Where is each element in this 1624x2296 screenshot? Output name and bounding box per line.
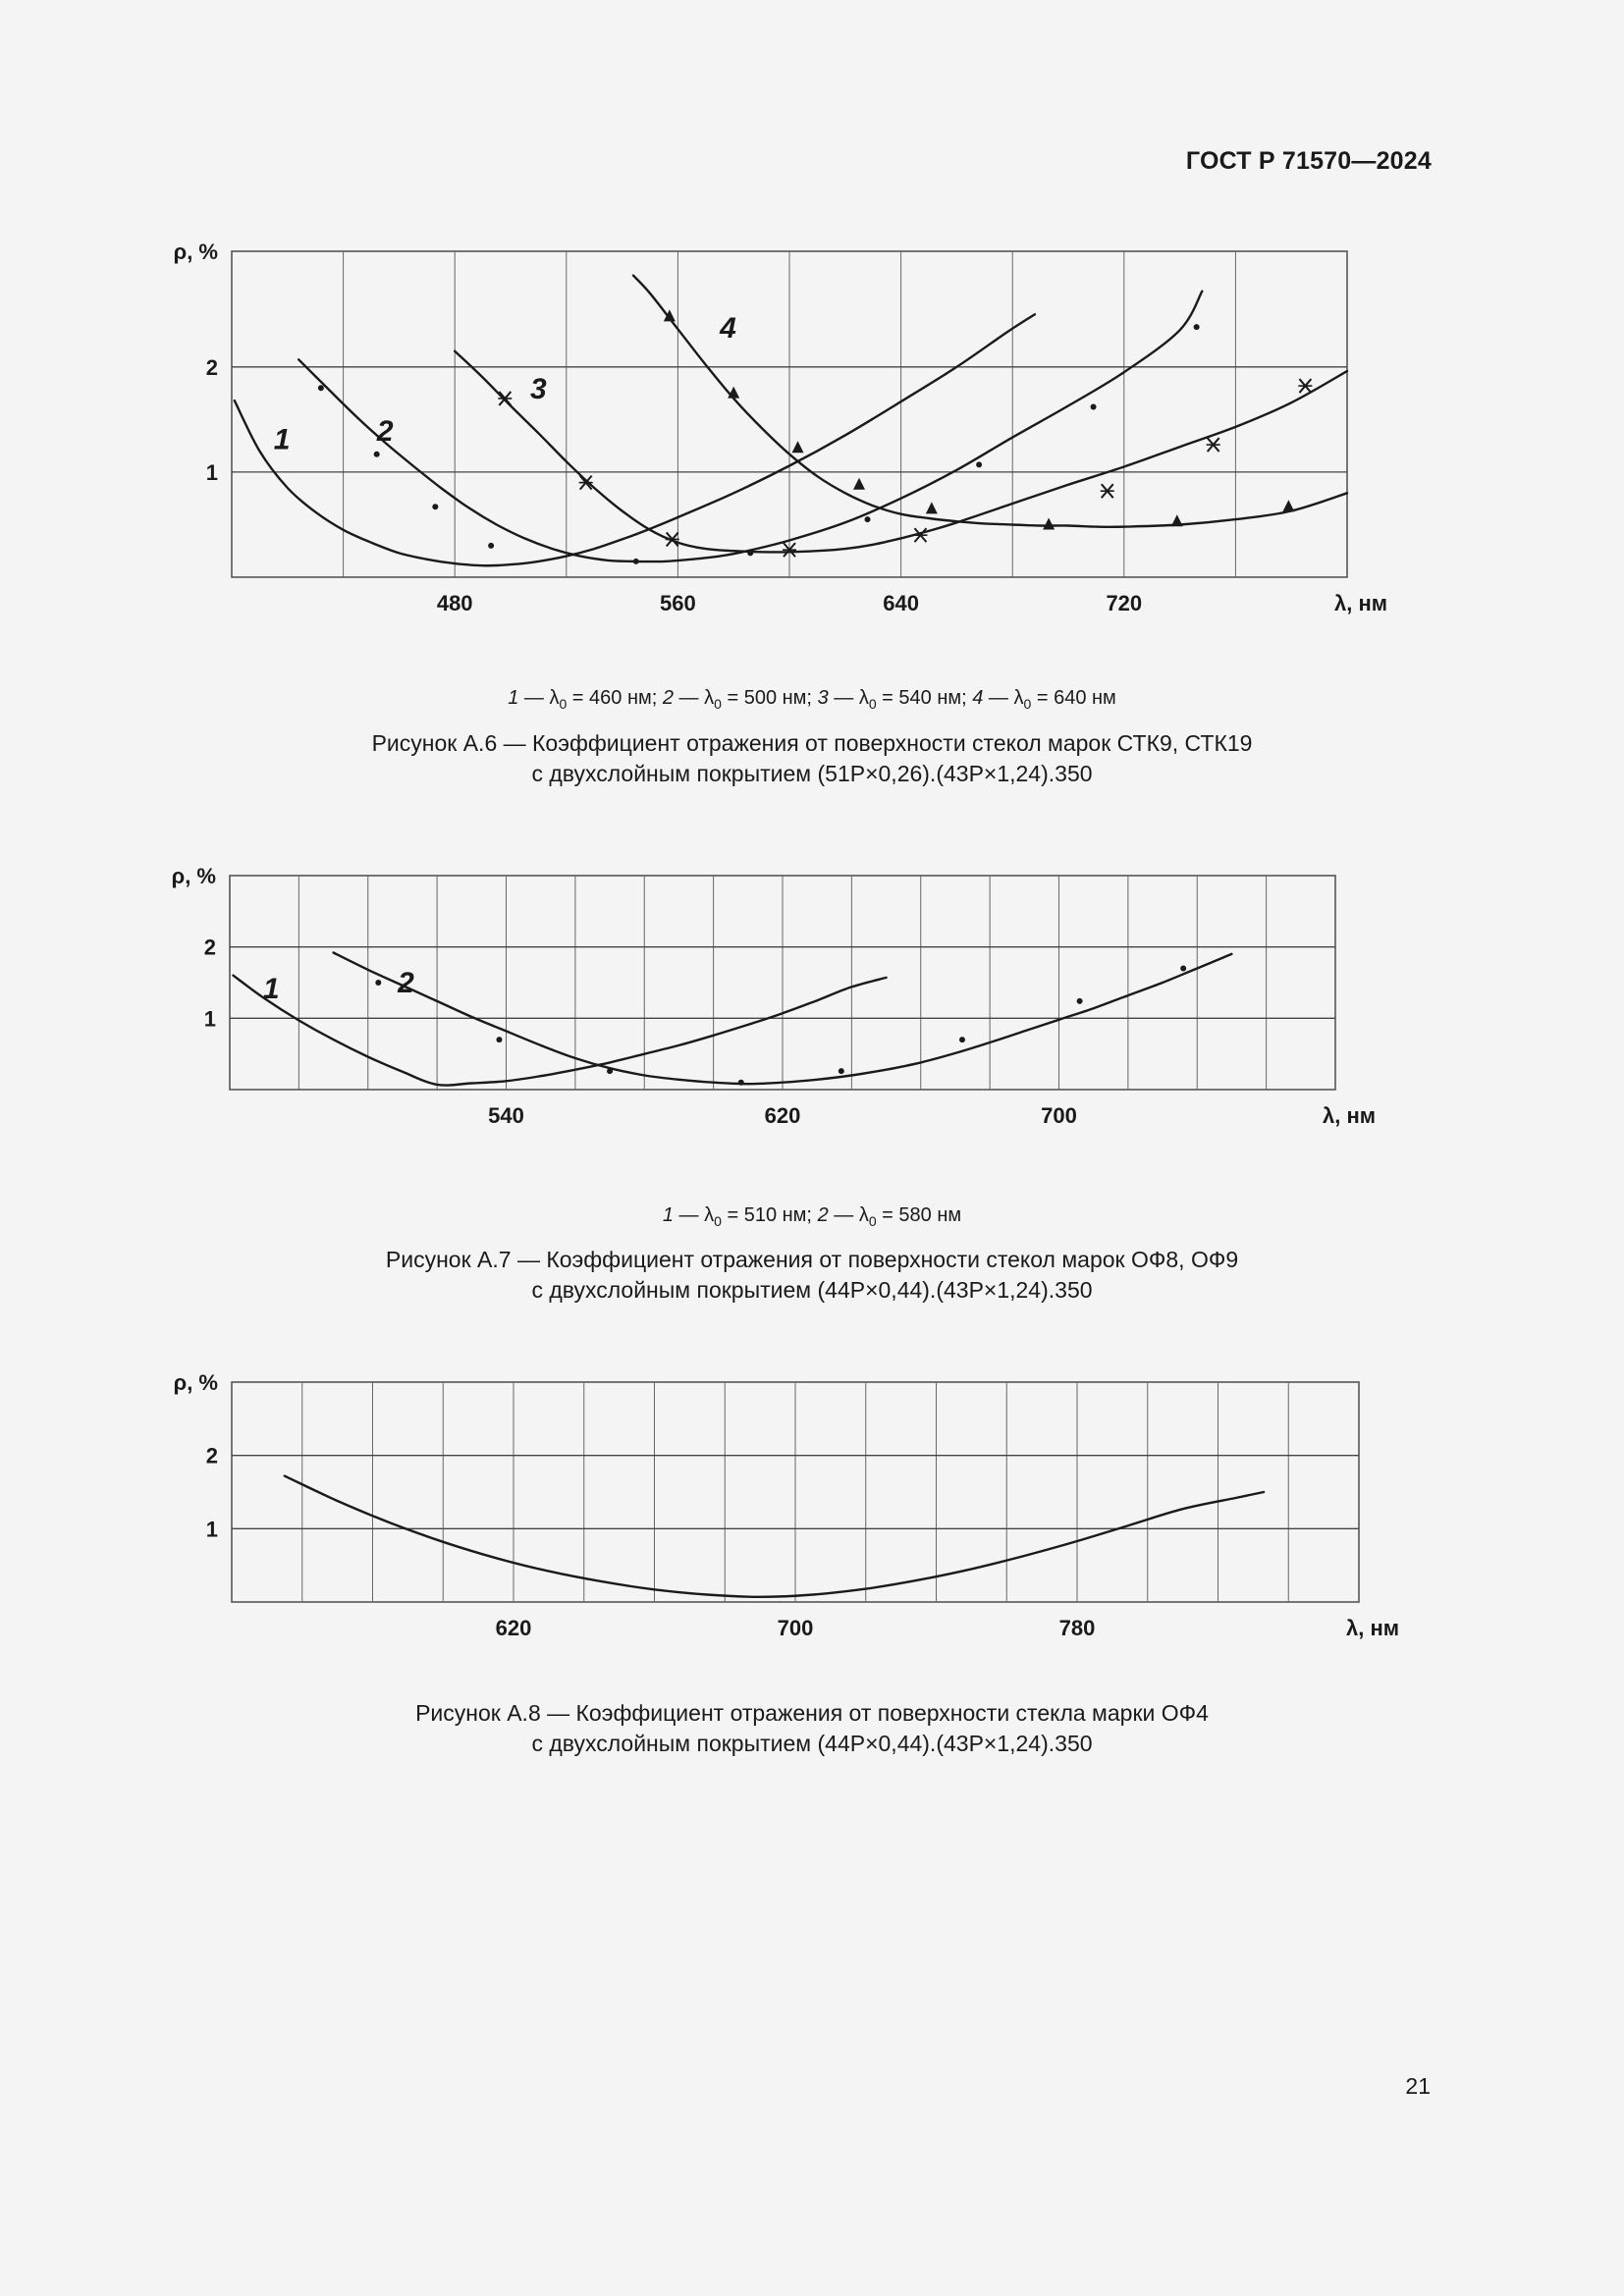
x-axis-label: λ, нм: [1322, 1103, 1377, 1128]
y-tick-label: 1: [205, 459, 218, 485]
figure-a8-caption: [0, 1698, 1624, 1759]
series-label: 4: [720, 311, 736, 345]
x-axis-label: λ, нм: [1333, 591, 1388, 615]
legend-item: 1 — $\lambda_0 = 460$ нм;: [508, 687, 663, 712]
y-axis-label: ρ, %: [171, 864, 216, 888]
y-axis-label: ρ, %: [173, 240, 218, 264]
legend-item: 2 — $\lambda_0 = 500$ нм;: [662, 687, 818, 712]
series-label: 3: [530, 372, 547, 405]
series-label: 2: [398, 967, 414, 1000]
y-tick-label: 2: [205, 354, 218, 380]
y-tick-label: 1: [205, 1517, 218, 1542]
x-tick-label: 560: [660, 591, 696, 615]
legend-item: 4 — $\lambda_0 = 640$ нм: [972, 687, 1116, 712]
legend-item: 1 — $\lambda_0 = 510$ нм;: [662, 1204, 818, 1229]
caption-line: с двухслойным покрытием (51Р×0,26).(43Р×1,24).350: [531, 761, 1093, 786]
x-tick-label: 620: [495, 1616, 532, 1640]
x-tick-label: 540: [488, 1103, 524, 1128]
series-line-curve: [285, 1476, 1264, 1597]
y-tick-label: 1: [203, 1006, 216, 1032]
page-number: 21: [1405, 2073, 1431, 2099]
x-tick-label: 780: [1058, 1616, 1096, 1640]
caption-line: Рисунок А.6 — Коэффициент отражения от поверхности стекол марок СТК9, СТК19: [371, 730, 1253, 756]
series-label: 2: [376, 414, 394, 448]
x-tick-label: 700: [777, 1616, 814, 1640]
legend-item: 3 — $\lambda_0 = 540$ нм;: [817, 687, 973, 712]
y-tick-label: 2: [203, 934, 216, 960]
x-tick-label: 480: [436, 591, 473, 615]
document-header: ГОСТ Р 71570—2024: [1185, 147, 1432, 175]
series-label: 1: [273, 423, 291, 456]
x-axis-label: λ, нм: [1345, 1616, 1400, 1640]
x-tick-label: 700: [1041, 1103, 1077, 1128]
caption-line: Рисунок А.8 — Коэффициент отражения от поверхности стекла марки ОФ4: [415, 1700, 1209, 1726]
caption-line: с двухслойным покрытием (44Р×0,44).(43Р×1,24).350: [531, 1277, 1093, 1303]
x-tick-label: 720: [1106, 591, 1143, 615]
series-label: 1: [262, 972, 280, 1005]
x-tick-label: 620: [764, 1103, 801, 1128]
x-tick-label: 640: [883, 591, 919, 615]
legend-item: 2 — $\lambda_0 = 580$ нм: [817, 1204, 962, 1229]
caption-line: Рисунок А.7 — Коэффициент отражения от поверхности стекол марок ОФ8, ОФ9: [385, 1247, 1239, 1272]
y-axis-label: ρ, %: [173, 1370, 218, 1395]
y-tick-label: 2: [205, 1443, 218, 1468]
caption-line: с двухслойным покрытием (44Р×0,44).(43Р×1,24).350: [531, 1731, 1093, 1756]
